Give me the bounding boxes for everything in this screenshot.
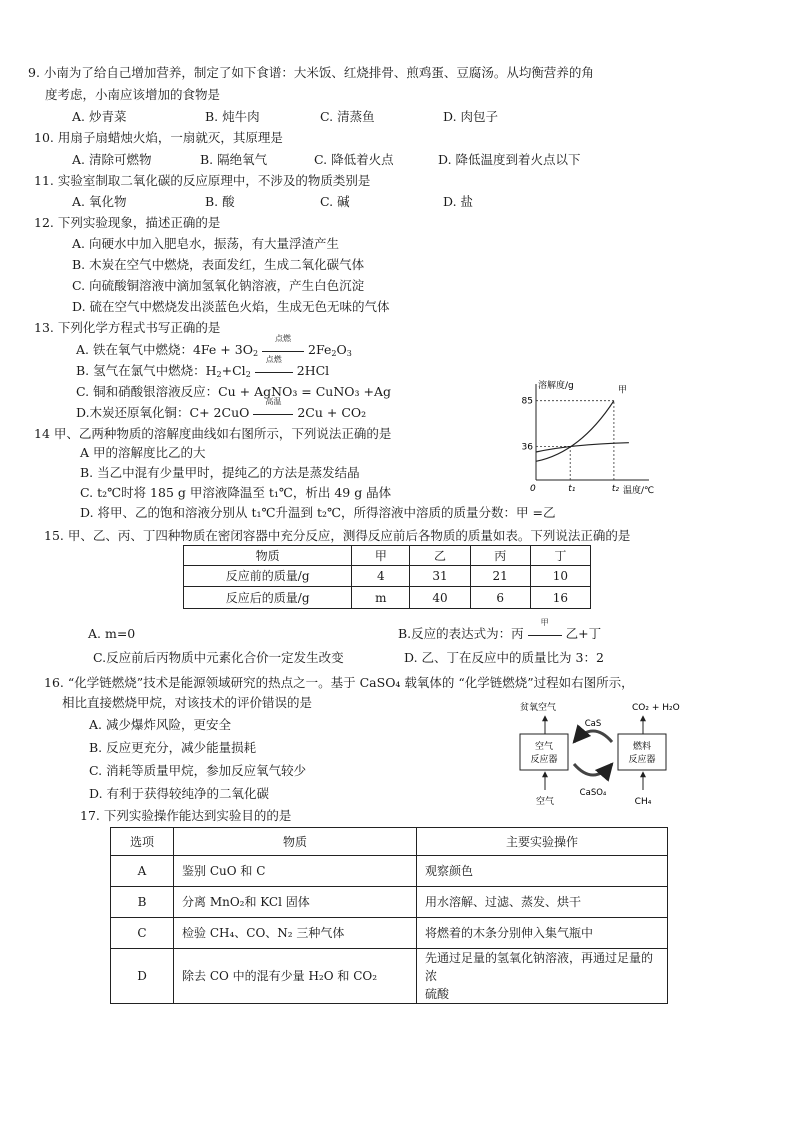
table-cell: C (111, 918, 174, 949)
q11-option-d: D. 盐 (443, 194, 474, 209)
label-cas: CaS (584, 719, 602, 729)
q15-stem: 15. 甲、乙、丙、丁四种物质在密闭容器中充分反应，测得反应前后各物质的质量如表。下列说法正确的是 (44, 528, 631, 543)
table-cell: 40 (410, 587, 470, 609)
chemical-looping-diagram (510, 698, 700, 810)
q15-b-arrow: 甲 (528, 628, 562, 641)
table-cell: B (111, 887, 174, 918)
q13-a-label: A. 铁在氧气中燃烧： (76, 342, 193, 357)
q15-table (183, 545, 591, 609)
label-air: 空气 (535, 797, 555, 807)
table-cell: D (111, 949, 174, 1004)
table-row (111, 949, 668, 1004)
table-cell: 反应后的质量/g (184, 587, 352, 609)
q16-option-c: C. 消耗等质量甲烷，参加反应氧气较少 (89, 763, 307, 778)
q14-option-a: A 甲的溶解度比乙的大 (80, 445, 206, 460)
q15-option-c: C.反应前后丙物质中元素化合价一定发生改变 (93, 650, 344, 665)
air-reactor-label-1: 空气 (534, 742, 554, 752)
label-co2-h2o: CO₂ + H₂O (632, 703, 680, 713)
table-header-cell: 乙 (410, 546, 470, 566)
q13-b-product: 2HCl (296, 363, 330, 378)
table-cell: 反应前的质量/g (184, 566, 352, 587)
q17-table (110, 827, 668, 1004)
q10-option-d: D. 降低温度到着火点以下 (438, 152, 581, 167)
q14-stem: 14 甲、乙两种物质的溶解度曲线如右图所示，下列说法正确的是 (34, 426, 392, 441)
series-yi-curve (536, 443, 629, 452)
arrow-caso4 (574, 764, 612, 775)
q10-stem: 10. 用扇子扇蜡烛火焰，一扇就灭，其原理是 (34, 130, 283, 145)
q13-option-a: A. 铁在氧气中燃烧：$4Fe + 3O_2$ 点燃 $2Fe_2O_3$ (76, 334, 352, 358)
table-cell: m (352, 587, 410, 609)
x-axis-label: 温度/℃ (623, 486, 655, 496)
q15-option-b (398, 618, 602, 641)
table-cell: 将燃着的木条分别伸入集气瓶中 (417, 918, 668, 949)
q11-option-a: A. 氧化物 (72, 194, 127, 209)
q14-option-c: C. t₂℃时将 185 g 甲溶液降温至 t₁℃，析出 49 g 晶体 (80, 485, 392, 500)
label-depleted-air: 贫氧空气 (520, 703, 557, 713)
q13-option-c: C. 铜和硝酸银溶液反应：Cu + AgNO₃ = CuNO₃ +Ag (76, 384, 392, 399)
q15-option-d: D. 乙、丁在反应中的质量比为 3：2 (404, 650, 604, 665)
q13-d-condition: 高温 (253, 407, 293, 420)
q10-option-b: B. 隔绝氧气 (200, 152, 268, 167)
table-cell: A (111, 856, 174, 887)
table-cell: 鉴别 CuO 和 C (174, 856, 417, 887)
q13-a-condition: 点燃 (262, 344, 304, 357)
q16-option-a: A. 减少爆炸风险，更安全 (89, 717, 231, 732)
q13-b-reactants: H (205, 363, 217, 378)
x-tick-label: 0 (530, 484, 536, 494)
table-cell: 检验 CH₄、CO、N₂ 三种气体 (174, 918, 417, 949)
table-cell: 用水溶解、过滤、蒸发、烘干 (417, 887, 668, 918)
q15-b-label: B.反应的表达式为：丙 (398, 626, 524, 641)
table-cell: 6 (470, 587, 530, 609)
table-cell: 21 (470, 566, 530, 587)
q10-option-c: C. 降低着火点 (314, 152, 394, 167)
table-header-cell: 丁 (530, 546, 590, 566)
q16-option-b: B. 反应更充分，减少能量损耗 (89, 740, 257, 755)
y-tick-label: 85 (521, 396, 533, 407)
table-header-cell: 甲 (352, 546, 410, 566)
q9-stem: 9. 小南为了给自己增加营养，制定了如下食谱：大米饭、红烧排骨、煎鸡蛋、豆腐汤。从均衡营养的角 (28, 65, 594, 80)
table-cell: 31 (410, 566, 470, 587)
q9-stem-cont: 度考虑，小南应该增加的食物是 (45, 87, 221, 102)
q13-option-d (76, 397, 367, 420)
q11-option-c: C. 碱 (320, 194, 350, 209)
table-cell: 16 (530, 587, 590, 609)
q16-stem-cont: 相比直接燃烧甲烷，对该技术的评价错误的是 (62, 695, 313, 710)
table-cell: 10 (530, 566, 590, 587)
solubility-chart (518, 378, 658, 496)
q13-stem: 13. 下列化学方程式书写正确的是 (34, 320, 221, 335)
q9-option-b: B. 炖牛肉 (205, 109, 260, 124)
table-cell: 分离 MnO₂和 KCl 固体 (174, 887, 417, 918)
table-header-cell: 物质 (174, 828, 417, 856)
q12-option-a: A. 向硬水中加入肥皂水，振荡，有大量浮渣产生 (72, 236, 339, 251)
q11-stem: 11. 实验室制取二氧化碳的反应原理中，不涉及的物质类别是 (34, 173, 371, 188)
table-header-row (184, 546, 591, 566)
q14-option-d: D. 将甲、乙的饱和溶液分别从 t₁℃升温到 t₂℃，所得溶液中溶质的质量分数：甲 =乙 (80, 505, 556, 520)
q15-option-a: A. m=0 (88, 626, 136, 641)
y-axis-label: 溶解度/g (538, 381, 574, 391)
fuel-reactor-label-2: 反应器 (628, 755, 656, 765)
x-tick-label: t₁ (568, 484, 576, 494)
fuel-reactor-label-1: 燃料 (632, 742, 652, 752)
table-cell: 4 (352, 566, 410, 587)
table-header-cell: 选项 (111, 828, 174, 856)
table-header-cell: 主要实验操作 (417, 828, 668, 856)
label-caso4: CaSO₄ (579, 788, 607, 798)
y-tick-label: 36 (521, 442, 533, 453)
q16-option-d: D. 有利于获得较纯净的二氧化碳 (89, 786, 270, 801)
q17-stem: 17. 下列实验操作能达到实验目的的是 (80, 808, 292, 823)
table-row (184, 587, 591, 609)
q14-option-b: B. 当乙中混有少量甲时，提纯乙的方法是蒸发结晶 (80, 465, 360, 480)
table-row (111, 887, 668, 918)
q13-d-label: D.木炭还原氧化铜：C+ 2CuO (76, 405, 250, 420)
q13-b-condition: 点燃 (255, 365, 293, 378)
q10-option-a: A. 清除可燃物 (72, 152, 152, 167)
table-cell: 除去 CO 中的混有少量 H₂O 和 CO₂ (174, 949, 417, 1004)
table-header-cell: 丙 (470, 546, 530, 566)
q13-a-product: 2Fe (308, 342, 332, 357)
table-header-row (111, 828, 668, 856)
x-tick-label: t₂ (611, 484, 620, 494)
table-cell: 观察颜色 (417, 856, 668, 887)
q16-stem: 16. “化学链燃烧”技术是能源领域研究的热点之一。基于 CaSO₄ 载氧体的 “化学链燃烧”过程如右图所示， (44, 675, 634, 690)
q9-option-a: A. 炒青菜 (72, 109, 127, 124)
q13-b-label: B. 氢气在氯气中燃烧： (76, 363, 206, 378)
arrow-cas (574, 731, 612, 742)
table-row (111, 918, 668, 949)
series-jia-label: 甲 (617, 385, 627, 396)
table-row (184, 566, 591, 587)
q13-a-reactants: 4Fe + 3O (192, 342, 253, 357)
table-cell: 先通过足量的氢氧化钠溶液，再通过足量的浓 硫酸 (417, 949, 668, 1004)
table-row (111, 856, 668, 887)
air-reactor-label-2: 反应器 (530, 755, 558, 765)
q12-option-b: B. 木炭在空气中燃烧，表面发红，生成二氧化碳气体 (72, 257, 365, 272)
q13-d-product: 2Cu + CO₂ (297, 405, 367, 420)
q12-option-c: C. 向硫酸铜溶液中滴加氢氧化钠溶液，产生白色沉淀 (72, 278, 365, 293)
series-jia-curve (536, 401, 614, 462)
q9-option-d: D. 肉包子 (443, 109, 499, 124)
table-header-cell: 物质 (184, 546, 352, 566)
label-ch4: CH₄ (634, 797, 652, 807)
q12-option-d: D. 硫在空气中燃烧发出淡蓝色火焰，生成无色无味的气体 (72, 299, 390, 314)
q15-b-products: 乙+丁 (565, 626, 602, 641)
q12-stem: 12. 下列实验现象，描述正确的是 (34, 215, 221, 230)
q9-option-c: C. 清蒸鱼 (320, 109, 375, 124)
q13-option-b: B. 氢气在氯气中燃烧：$H_2+Cl_2$ 点燃 2HCl (76, 355, 330, 379)
q11-option-b: B. 酸 (205, 194, 235, 209)
